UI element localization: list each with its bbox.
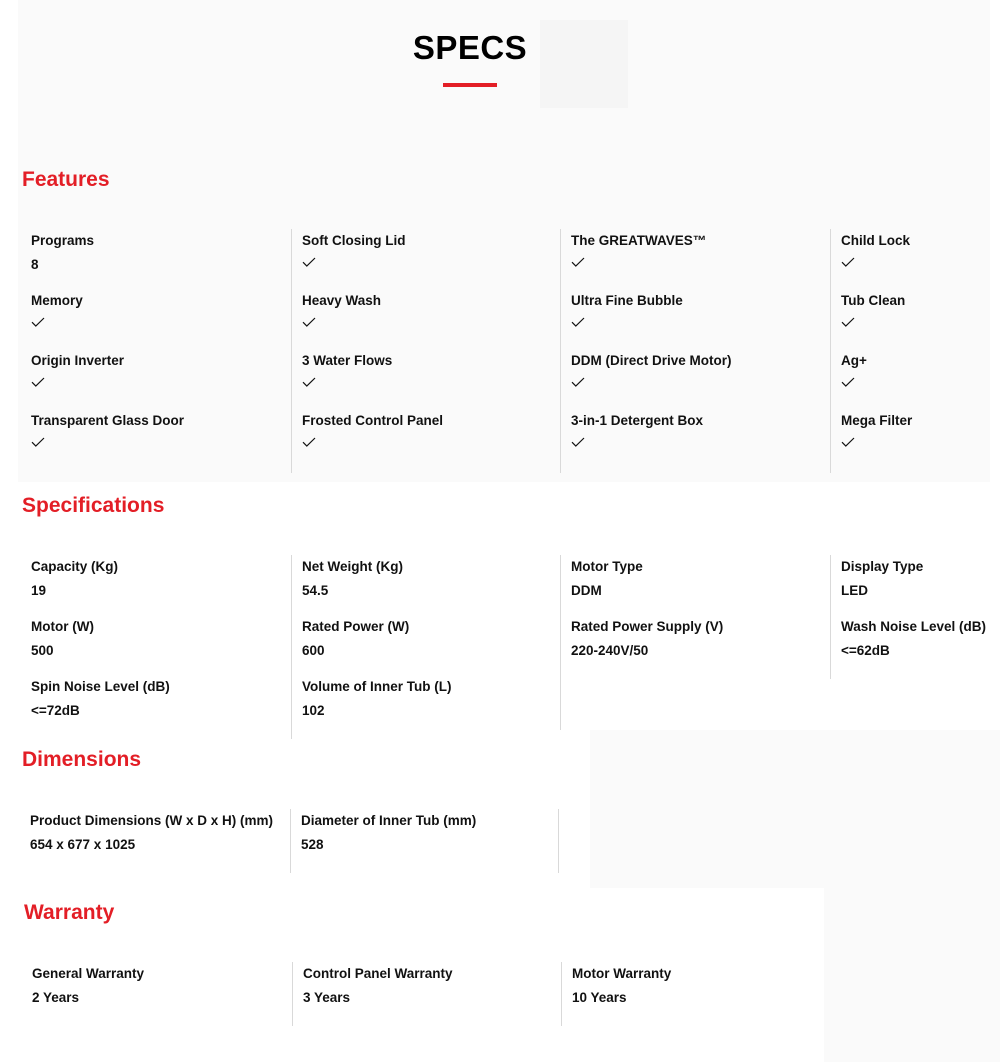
spec-label: Motor Warranty	[572, 966, 672, 981]
warranty-column-3	[561, 962, 831, 1026]
spec-value: 528	[301, 837, 324, 852]
spec-item	[303, 966, 561, 1026]
features-column-4	[830, 229, 1000, 473]
spec-label: Programs	[31, 233, 95, 248]
features-column-1	[21, 229, 291, 473]
check-icon	[302, 377, 560, 393]
spec-item	[302, 679, 560, 739]
spec-item	[32, 966, 292, 1026]
check-icon	[841, 257, 1000, 273]
spec-item	[841, 559, 1000, 619]
spec-label: Origin Inverter	[31, 353, 125, 368]
spec-label: Ultra Fine Bubble	[571, 293, 683, 308]
spec-item	[31, 619, 291, 679]
spec-item	[31, 293, 291, 353]
spec-item	[302, 233, 560, 293]
spec-item	[841, 353, 1000, 413]
spec-item	[31, 559, 291, 619]
title-underline	[443, 83, 497, 87]
spec-item	[571, 619, 830, 679]
specifications-grid	[21, 555, 1000, 739]
spec-label: Wash Noise Level (dB)	[841, 619, 987, 634]
spec-item	[31, 233, 291, 293]
spec-label: Capacity (Kg)	[31, 559, 119, 574]
spec-label: Control Panel Warranty	[303, 966, 453, 981]
check-icon	[31, 377, 291, 393]
spec-value: <=62dB	[841, 643, 890, 658]
check-icon	[571, 257, 830, 273]
page-title: SPECS	[412, 29, 528, 66]
spec-item	[302, 413, 560, 473]
spec-item	[31, 413, 291, 473]
spec-label: Volume of Inner Tub (L)	[302, 679, 452, 694]
spec-label: Tub Clean	[841, 293, 906, 308]
spec-value: <=72dB	[31, 703, 80, 718]
spec-label: 3-in-1 Detergent Box	[571, 413, 704, 428]
spec-item	[571, 233, 830, 293]
check-icon	[31, 437, 291, 453]
specifications-column-1	[21, 555, 291, 739]
spec-item	[571, 353, 830, 413]
features-column-2	[291, 229, 560, 473]
spec-item	[841, 233, 1000, 293]
spec-item	[571, 293, 830, 353]
check-icon	[302, 317, 560, 333]
page-header	[0, 28, 940, 87]
check-icon	[571, 437, 830, 453]
check-icon	[841, 377, 1000, 393]
spec-label: Transparent Glass Door	[31, 413, 185, 428]
spec-item	[301, 813, 558, 873]
warranty-grid	[22, 962, 1000, 1026]
spec-value: 54.5	[302, 583, 329, 598]
warranty-column-1	[22, 962, 292, 1026]
spec-item	[302, 353, 560, 413]
dimensions-title: Dimensions	[22, 748, 142, 771]
spec-item	[841, 293, 1000, 353]
spec-item	[302, 619, 560, 679]
spec-label: Product Dimensions (W x D x H) (mm)	[30, 813, 274, 828]
spec-item	[841, 619, 1000, 679]
specifications-column-2	[291, 555, 560, 739]
spec-label: General Warranty	[32, 966, 145, 981]
features-title: Features	[22, 168, 110, 191]
spec-value: 8	[31, 257, 39, 272]
check-icon	[841, 437, 1000, 453]
spec-value: LED	[841, 583, 868, 598]
spec-value: 220-240V/50	[571, 643, 649, 658]
check-icon	[571, 317, 830, 333]
spec-label: The GREATWAVES™	[571, 233, 707, 248]
check-icon	[302, 257, 560, 273]
spec-value: 2 Years	[32, 990, 80, 1005]
specifications-column-4	[830, 555, 1000, 679]
check-icon	[302, 437, 560, 453]
spec-label: DDM (Direct Drive Motor)	[571, 353, 732, 368]
spec-label: Mega Filter	[841, 413, 913, 428]
spec-item	[572, 966, 831, 1026]
spec-label: Heavy Wash	[302, 293, 382, 308]
spec-item	[302, 293, 560, 353]
specifications-title: Specifications	[22, 494, 165, 517]
spec-item	[841, 413, 1000, 473]
features-column-3	[560, 229, 830, 473]
spec-value: DDM	[571, 583, 602, 598]
spec-label: Diameter of Inner Tub (mm)	[301, 813, 477, 828]
spec-label: Soft Closing Lid	[302, 233, 406, 248]
spec-label: Rated Power (W)	[302, 619, 410, 634]
spec-value: 19	[31, 583, 47, 598]
spec-label: Child Lock	[841, 233, 911, 248]
spec-label: Rated Power Supply (V)	[571, 619, 724, 634]
check-icon	[841, 317, 1000, 333]
spec-label: Display Type	[841, 559, 924, 574]
spec-label: Net Weight (Kg)	[302, 559, 403, 574]
spec-item	[571, 559, 830, 619]
dimensions-column-2	[290, 809, 559, 873]
spec-value: 3 Years	[303, 990, 351, 1005]
spec-value: 654 x 677 x 1025	[30, 837, 136, 852]
check-icon	[31, 317, 291, 333]
warranty-column-2	[292, 962, 561, 1026]
spec-item	[302, 559, 560, 619]
spec-label: Frosted Control Panel	[302, 413, 444, 428]
spec-label: Motor (W)	[31, 619, 94, 634]
spec-item	[31, 353, 291, 413]
features-grid	[21, 229, 1000, 473]
spec-value: 500	[31, 643, 54, 658]
spec-label: Motor Type	[571, 559, 643, 574]
spec-label: Memory	[31, 293, 83, 308]
spec-value: 10 Years	[572, 990, 627, 1005]
spec-item	[31, 679, 291, 739]
warranty-title: Warranty	[24, 901, 115, 924]
spec-item	[30, 813, 290, 873]
spec-value: 600	[302, 643, 325, 658]
dimensions-column-1	[20, 809, 290, 873]
spec-item	[571, 413, 830, 473]
spec-label: Spin Noise Level (dB)	[31, 679, 170, 694]
spec-label: 3 Water Flows	[302, 353, 393, 368]
spec-value: 102	[302, 703, 325, 718]
specifications-column-3	[560, 555, 830, 730]
check-icon	[571, 377, 830, 393]
spec-label: Ag+	[841, 353, 867, 368]
dimensions-grid	[20, 809, 999, 873]
